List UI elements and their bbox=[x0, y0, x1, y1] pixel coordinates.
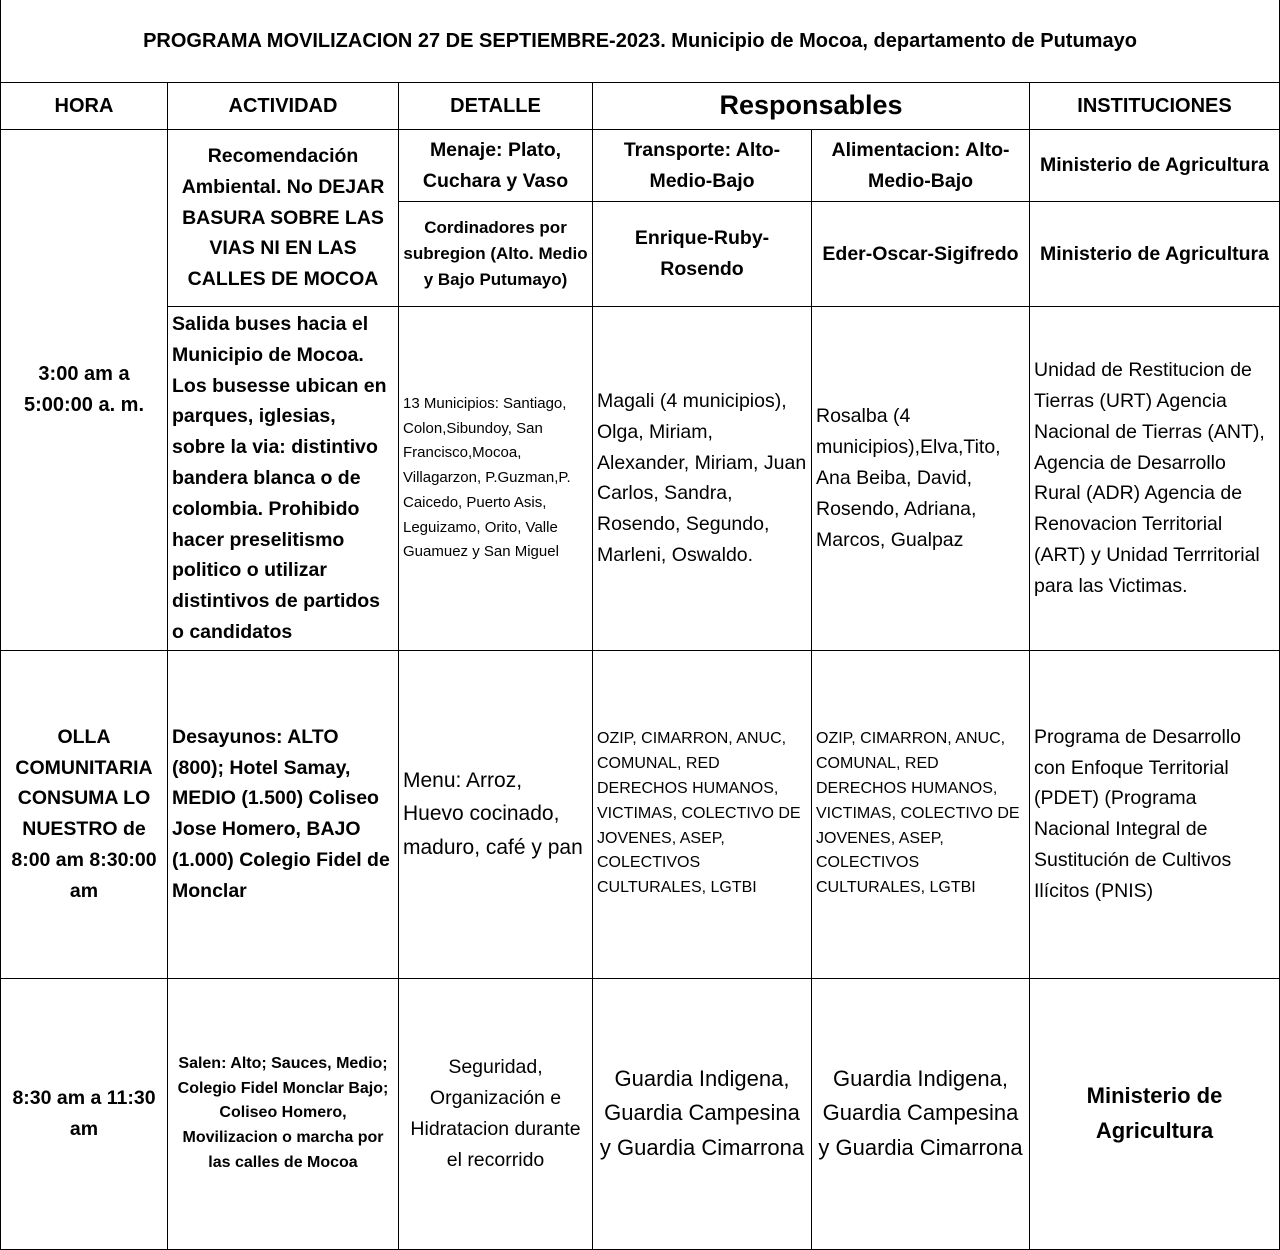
cell-coordinadores: Cordinadores por subregion (Alto. Medio y Bajo Putumayo) bbox=[399, 202, 593, 307]
cell-detalle: Menu: Arroz, Huevo cocinado, maduro, café y pan bbox=[399, 650, 593, 978]
table-row bbox=[1, 978, 1280, 1249]
cell-transporte: OZIP, CIMARRON, ANUC, COMUNAL, RED DERECHOS HUMANOS, VICTIMAS, COLECTIVO DE JOVENES, ASEP, COLECTIVOS CULTURALES, LGTBI bbox=[593, 650, 812, 978]
cell-transporte-coord: Enrique-Ruby-Rosendo bbox=[593, 202, 812, 307]
cell-actividad: Salen: Alto; Sauces, Medio; Colegio Fidel Monclar Bajo; Coliseo Homero, Movilizacion o marcha por las calles de Mocoa bbox=[168, 978, 399, 1249]
cell-hora: 3:00 am a 5:00:00 a. m. bbox=[1, 130, 168, 651]
cell-alimentacion: OZIP, CIMARRON, ANUC, COMUNAL, RED DERECHOS HUMANOS, VICTIMAS, COLECTIVO DE JOVENES, ASEP, COLECTIVOS CULTURALES, LGTBI bbox=[812, 650, 1030, 978]
table-row bbox=[1, 307, 1280, 651]
cell-instituciones: Ministerio de Agricultura bbox=[1030, 978, 1280, 1249]
cell-menaje: Menaje: Plato, Cuchara y Vaso bbox=[399, 130, 593, 202]
cell-detalle: Seguridad, Organización e Hidratacion durante el recorrido bbox=[399, 978, 593, 1249]
cell-instituciones: Programa de Desarrollo con Enfoque Territorial (PDET) (Programa Nacional Integral de Sustitución de Cultivos Ilícitos (PNIS) bbox=[1030, 650, 1280, 978]
cell-transporte: Magali (4 municipios), Olga, Miriam, Alexander, Miriam, Juan Carlos, Sandra, Rosendo, Segundo, Marleni, Oswaldo. bbox=[593, 307, 812, 651]
cell-institucion-b: Ministerio de Agricultura bbox=[1030, 202, 1280, 307]
table-row bbox=[1, 130, 1280, 202]
cell-alimentacion: Guardia Indigena, Guardia Campesina y Guardia Cimarrona bbox=[812, 978, 1030, 1249]
header-hora: HORA bbox=[1, 83, 168, 130]
cell-hora: 8:30 am a 11:30 am bbox=[1, 978, 168, 1249]
header-actividad: ACTIVIDAD bbox=[168, 83, 399, 130]
header-detalle: DETALLE bbox=[399, 83, 593, 130]
header-instituciones: INSTITUCIONES bbox=[1030, 83, 1280, 130]
header-row bbox=[1, 83, 1280, 130]
cell-transporte-label: Transporte: Alto-Medio-Bajo bbox=[593, 130, 812, 202]
cell-hora: OLLA COMUNITARIA CONSUMA LO NUESTRO de 8:00 am 8:30:00 am bbox=[1, 650, 168, 978]
cell-institucion-a: Ministerio de Agricultura bbox=[1030, 130, 1280, 202]
cell-alimentacion-label: Alimentacion: Alto-Medio-Bajo bbox=[812, 130, 1030, 202]
header-responsables: Responsables bbox=[593, 83, 1030, 130]
cell-recomendacion: Recomendación Ambiental. No DEJAR BASURA SOBRE LAS VIAS NI EN LAS CALLES DE MOCOA bbox=[168, 130, 399, 307]
cell-transporte: Guardia Indigena, Guardia Campesina y Guardia Cimarrona bbox=[593, 978, 812, 1249]
table-row bbox=[1, 650, 1280, 978]
cell-actividad: Salida buses hacia el Municipio de Mocoa. Los busesse ubican en parques, iglesias, sobre la via: distintivo bandera blanca o de colombia. Prohibido hacer preselitismo politico o utilizar distintivos de partidos o candidatos bbox=[168, 307, 399, 651]
document-title: PROGRAMA MOVILIZACION 27 DE SEPTIEMBRE-2023. Municipio de Mocoa, departamento de Putumayo bbox=[1, 0, 1280, 83]
cell-actividad: Desayunos: ALTO (800); Hotel Samay, MEDIO (1.500) Coliseo Jose Homero, BAJO (1.000) Colegio Fidel de Monclar bbox=[168, 650, 399, 978]
cell-detalle: 13 Municipios: Santiago, Colon,Sibundoy, San Francisco,Mocoa, Villagarzon, P.Guzman,P. Caicedo, Puerto Asis, Leguizamo, Orito, Valle Guamuez y San Miguel bbox=[399, 307, 593, 651]
cell-alimentacion: Rosalba (4 municipios),Elva,Tito, Ana Beiba, David, Rosendo, Adriana, Marcos, Gualpaz bbox=[812, 307, 1030, 651]
cell-alimentacion-coord: Eder-Oscar-Sigifredo bbox=[812, 202, 1030, 307]
cell-instituciones: Unidad de Restitucion de Tierras (URT) Agencia Nacional de Tierras (ANT), Agencia de Desarrollo Rural (ADR) Agencia de Renovacion Territorial (ART) y Unidad Terrritorial para las Victimas. bbox=[1030, 307, 1280, 651]
title-row bbox=[1, 0, 1280, 83]
